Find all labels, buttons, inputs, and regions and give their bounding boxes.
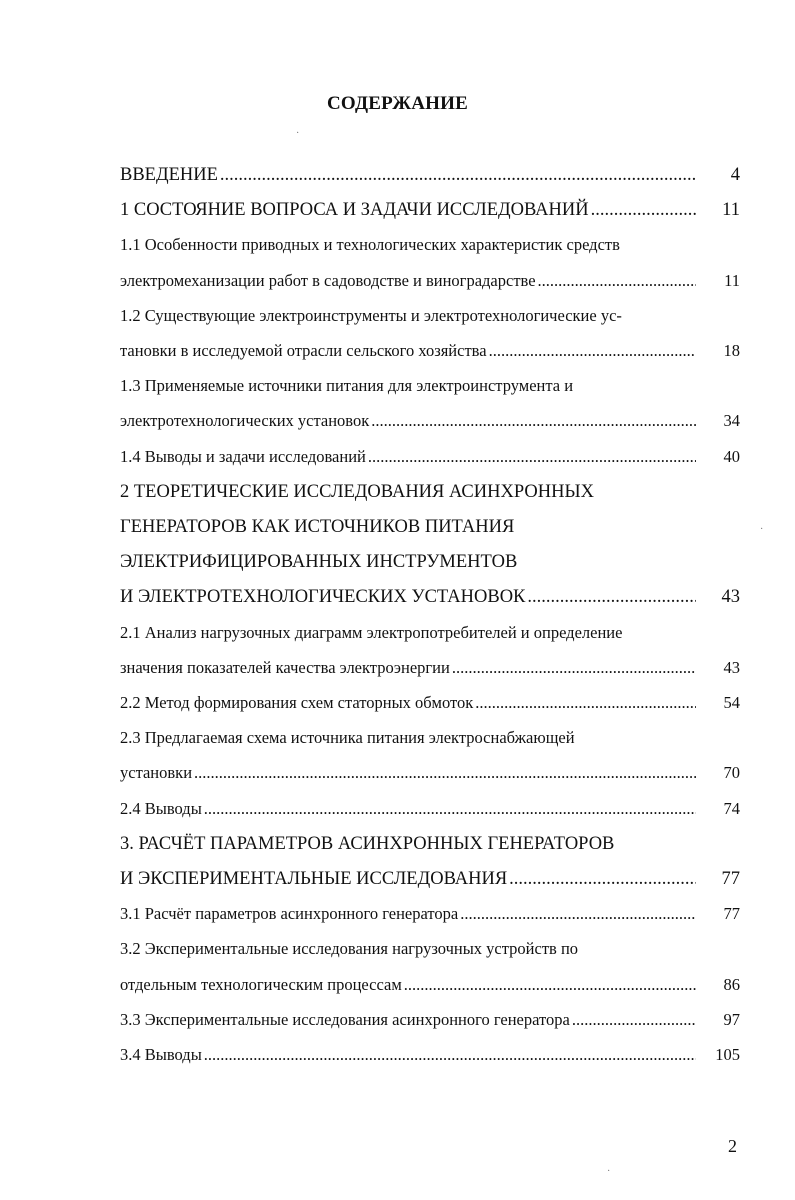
toc-entry-text: 2.2 Метод формирования схем статорных обмоток	[120, 693, 474, 712]
toc-entry-text: 1.4 Выводы и задачи исследований	[120, 446, 366, 466]
toc-entry-line	[120, 797, 740, 821]
toc-entry-line	[120, 656, 740, 680]
toc-leader-dots	[460, 902, 696, 926]
page-title: СОДЕРЖАНИЕ	[327, 93, 468, 114]
toc-entry-line	[120, 269, 740, 293]
toc-entry-line	[120, 163, 740, 187]
toc-entry-line	[120, 480, 740, 504]
toc-entry-text: 2 ТЕОРЕТИЧЕСКИЕ ИССЛЕДОВАНИЯ АСИНХРОННЫХ	[120, 481, 594, 502]
toc-page-number: 11	[724, 270, 740, 290]
toc-entry-text: тановки в исследуемой отрасли сельского хозяйства	[120, 341, 487, 360]
toc-entry-text: 1.2 Существующие электроинструменты и электротехнологические ус-	[120, 305, 622, 325]
toc-leader-dots	[475, 691, 696, 715]
toc-entry-text: 2.3 Предлагаемая схема источника питания электроснабжающей	[120, 728, 575, 748]
page-number: 2	[728, 1136, 737, 1156]
toc-leader-dots	[204, 797, 696, 821]
toc-entry-text: И ЭЛЕКТРОТЕХНОЛОГИЧЕСКИХ УСТАНОВОК	[120, 587, 526, 608]
toc-entry-line	[120, 233, 740, 257]
toc-entry-line	[120, 550, 740, 574]
toc-entry-line	[120, 1008, 740, 1032]
scan-speck: ·	[760, 524, 764, 535]
toc-entry-text: ЭЛЕКТРИФИЦИРОВАННЫХ ИНСТРУМЕНТОВ	[120, 552, 518, 573]
toc-entry-line	[120, 973, 740, 997]
toc-entry-line	[120, 198, 740, 222]
toc-entry-line	[120, 585, 740, 609]
toc-page-number: 74	[723, 798, 740, 818]
toc-entry-text: ГЕНЕРАТОРОВ КАК ИСТОЧНИКОВ ПИТАНИЯ	[120, 517, 515, 537]
toc-page-number: 18	[723, 341, 740, 360]
toc-entry-line	[120, 374, 740, 398]
toc-entry-text: 3.2 Экспериментальные исследования нагрузочных устройств по	[120, 939, 579, 959]
toc-leader-dots	[220, 163, 696, 187]
toc-entry-line	[120, 726, 740, 750]
toc-leader-dots	[371, 409, 696, 433]
toc-entry-text: 3.4 Выводы	[120, 1045, 202, 1064]
toc-entry-line	[120, 304, 740, 328]
toc-leader-dots	[538, 269, 696, 293]
toc-entry-line	[120, 409, 740, 433]
toc-entry-text: электромеханизации работ в садоводстве и виноградарстве	[120, 270, 536, 290]
scan-speck: ·	[296, 128, 300, 139]
toc-entry-text: 2.4 Выводы	[120, 798, 202, 818]
toc-entry-text: И ЭКСПЕРИМЕНТАЛЬНЫЕ ИССЛЕДОВАНИЯ	[120, 869, 508, 889]
toc-entry-line	[120, 621, 740, 645]
toc-page-number: 43	[723, 657, 740, 677]
toc-entry-text: отдельным технологическим процессам	[120, 974, 402, 994]
toc-leader-dots	[489, 339, 696, 363]
toc-page-number: 54	[723, 693, 740, 712]
toc-entry-text: значения показателей качества электроэнергии	[120, 657, 450, 677]
toc-entry-line	[120, 445, 740, 469]
toc-leader-dots	[452, 656, 696, 680]
toc-entry-text: электротехнологических установок	[120, 411, 370, 431]
toc-leader-dots	[591, 198, 696, 222]
toc-entry-text: 1.1 Особенности приводных и технологических характеристик средств	[120, 235, 620, 255]
toc-leader-dots	[368, 445, 696, 469]
toc-entry-text: 3.1 Расчёт параметров асинхронного генератора	[120, 904, 459, 924]
toc-page-number: 77	[723, 904, 740, 924]
toc-page-number: 40	[723, 446, 740, 466]
toc-entry-line	[120, 832, 740, 856]
toc-leader-dots	[194, 761, 696, 785]
toc-entry-text: 3. РАСЧЁТ ПАРАМЕТРОВ АСИНХРОННЫХ ГЕНЕРАТОРОВ	[120, 833, 615, 854]
toc-leader-dots	[572, 1008, 696, 1032]
toc-leader-dots	[509, 867, 696, 891]
toc-entry-line	[120, 867, 740, 891]
toc-page-number: 34	[723, 411, 740, 431]
toc-leader-dots	[204, 1043, 696, 1067]
toc-page-number: 11	[722, 200, 740, 221]
toc-entry-line	[120, 691, 740, 715]
scan-speck: ·	[607, 1166, 611, 1177]
toc-page-number: 4	[730, 165, 740, 185]
toc-entry-line	[120, 515, 740, 539]
toc-page-number: 105	[715, 1045, 740, 1064]
toc-entry-text: 1.3 Применяемые источники питания для электроинструмента и	[120, 376, 574, 396]
toc-page-number: 43	[721, 587, 740, 608]
toc-entry-text: ВВЕДЕНИЕ	[120, 165, 218, 185]
toc-entry-line	[120, 761, 740, 785]
toc-entry-line	[120, 902, 740, 926]
toc-entry-line	[120, 1043, 740, 1067]
toc-entry-text: 2.1 Анализ нагрузочных диаграмм электропотребителей и определение	[120, 622, 623, 642]
toc-entry-text: 3.3 Экспериментальные исследования асинхронного генератора	[120, 1009, 570, 1029]
toc-entry-text: установки	[120, 763, 193, 783]
toc-page-number: 70	[723, 763, 740, 783]
toc-page-number: 77	[721, 869, 740, 889]
toc-page-number: 86	[723, 974, 740, 994]
toc-entry-text: 1 СОСТОЯНИЕ ВОПРОСА И ЗАДАЧИ ИССЛЕДОВАНИЙ	[120, 200, 589, 221]
toc-leader-dots	[404, 973, 696, 997]
toc-leader-dots	[527, 585, 696, 609]
toc-entry-line	[120, 937, 740, 961]
toc-page-number: 97	[723, 1009, 740, 1029]
toc-entry-line	[120, 339, 740, 363]
